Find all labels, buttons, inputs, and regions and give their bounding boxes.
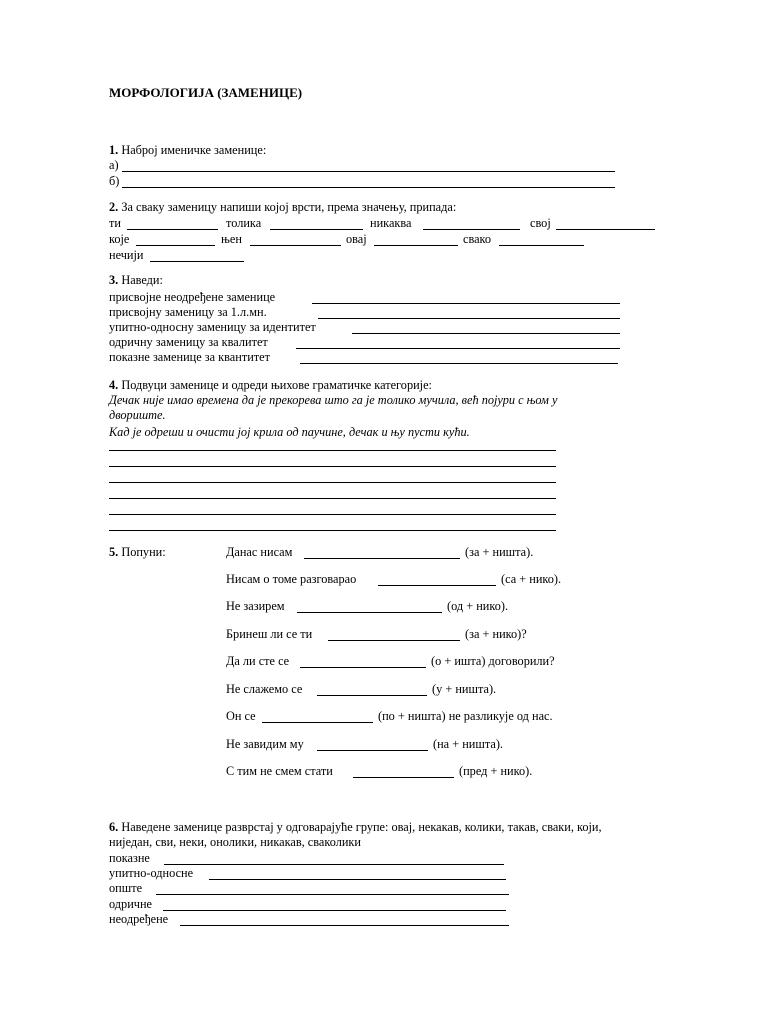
q5-row-before: С тим не смем стати [226,764,333,778]
q1-answer-line-b[interactable] [122,187,615,188]
q6-answer-line[interactable] [164,864,504,865]
q6-group-label: одричне [109,897,153,911]
q1-number: 1. [109,143,119,157]
q5-row-before: Да ли сте се [226,654,290,668]
q3-answer-line[interactable] [296,348,620,349]
q4-answer-line[interactable] [109,450,556,451]
q5-row-before: Нисам о томе разговарао [226,572,357,586]
q5-answer-line[interactable] [328,640,460,641]
q4-text-line: Дечак није имао времена да је прекорева што га је толико мучила, већ појури с њом у [109,393,558,407]
q5-answer-line[interactable] [300,667,426,668]
q4-answer-line[interactable] [109,530,556,531]
q3-prompt: Наведи: [121,273,163,287]
q2-word: свој [530,216,551,230]
q2-answer-line[interactable] [150,261,244,262]
q5-row-after: (о + ишта) договорили? [431,654,555,668]
q5-row-after: (од + нико). [447,599,509,613]
q6-heading [109,820,602,834]
q2-word: њен [221,232,242,246]
q3-number: 3. [109,273,119,287]
q2-answer-line[interactable] [556,229,655,230]
q6-group-label: упитно-односне [109,866,194,880]
q5-row-after: (на + ништа). [433,737,503,751]
q2-answer-line[interactable] [270,229,363,230]
q6-group-label: неодређене [109,912,169,926]
q3-answer-line[interactable] [300,363,618,364]
q2-answer-line[interactable] [499,245,584,246]
q4-text-line: Кад је одреши и очисти јој крила од паучине, дечак и њу пусти кући. [109,425,470,439]
q5-heading [109,545,166,559]
q2-word: нечији [109,248,144,262]
q3-answer-line[interactable] [318,318,620,319]
q6-answer-line[interactable] [180,925,509,926]
q5-answer-line[interactable] [317,695,427,696]
q5-row-after: (са + нико). [501,572,562,586]
q6-prompt-line2: ниједан, сви, неки, онолики, никакав, сваколики [109,835,361,849]
q1-line-a-label: а) [109,158,119,172]
q5-row-after: (у + ништа). [432,682,497,696]
q2-word: овај [346,232,367,246]
q1-answer-line-a[interactable] [122,171,615,172]
q3-item: упитно-односну заменицу за идентитет [109,320,316,334]
q4-answer-line[interactable] [109,514,556,515]
q3-item: показне заменице за квантитет [109,350,270,364]
q4-answer-line[interactable] [109,482,556,483]
q1-prompt: Наброј именичке заменице: [121,143,267,157]
q5-row-before: Данас нисам [226,545,293,559]
q2-heading [109,200,456,214]
q2-word: које [109,232,130,246]
q6-answer-line[interactable] [163,910,506,911]
q3-item: одричну заменицу за квалитет [109,335,268,349]
q6-answer-line[interactable] [156,894,509,895]
q2-word: никаква [370,216,412,230]
q3-answer-line[interactable] [312,303,620,304]
q5-answer-line[interactable] [353,777,454,778]
q5-answer-line[interactable] [304,558,460,559]
q1-heading [109,143,266,157]
q2-word: свако [463,232,492,246]
q5-row-after: (за + ништа). [465,545,534,559]
q6-number: 6. [109,820,119,834]
q2-answer-line[interactable] [127,229,218,230]
q2-answer-line[interactable] [423,229,520,230]
q3-item: присвојне неодређене заменице [109,290,276,304]
q3-heading [109,273,163,287]
q5-answer-line[interactable] [378,585,496,586]
q4-prompt: Подвуци заменице и одреди њихове граматичке категорије: [121,378,432,392]
q5-row-before: Не слажемо се [226,682,303,696]
q2-answer-line[interactable] [136,245,215,246]
q4-answer-line[interactable] [109,498,556,499]
q4-heading [109,378,432,392]
q5-answer-line[interactable] [297,612,442,613]
q2-answer-line[interactable] [374,245,458,246]
q5-row-after: (за + нико)? [465,627,527,641]
q5-answer-line[interactable] [262,722,373,723]
q5-row-after: (пред + нико). [459,764,533,778]
q5-row-before: Не завидим му [226,737,304,751]
q2-word: ти [109,216,121,230]
q5-row-before: Он се [226,709,256,723]
page-title: МОРФОЛОГИЈА (ЗАМЕНИЦЕ) [109,85,303,100]
q2-word: толика [226,216,262,230]
q3-item: присвојну заменицу за 1.л.мн. [109,305,267,319]
q2-answer-line[interactable] [250,245,341,246]
q6-group-label: показне [109,851,150,865]
q2-prompt: За сваку заменицу напиши којој врсти, према значењу, припада: [121,200,457,214]
q2-number: 2. [109,200,119,214]
q4-answer-line[interactable] [109,466,556,467]
q3-answer-line[interactable] [352,333,620,334]
q6-group-label: опште [109,881,143,895]
q5-answer-line[interactable] [317,750,428,751]
q5-prompt: Попуни: [121,545,166,559]
q5-row-before: Не зазирем [226,599,285,613]
q4-number: 4. [109,378,119,392]
q1-line-b-label: б) [109,174,120,188]
q6-answer-line[interactable] [209,879,506,880]
q6-prompt-line1: Наведене заменице разврстај у одговарајуће групе: овај, некакав, колики, такав, сваки, који, [121,820,602,834]
q5-number: 5. [109,545,119,559]
q5-row-after: (по + ништа) не разликује од нас. [378,709,553,723]
q4-text-line: двориште. [109,408,166,422]
q5-row-before: Бринеш ли се ти [226,627,313,641]
